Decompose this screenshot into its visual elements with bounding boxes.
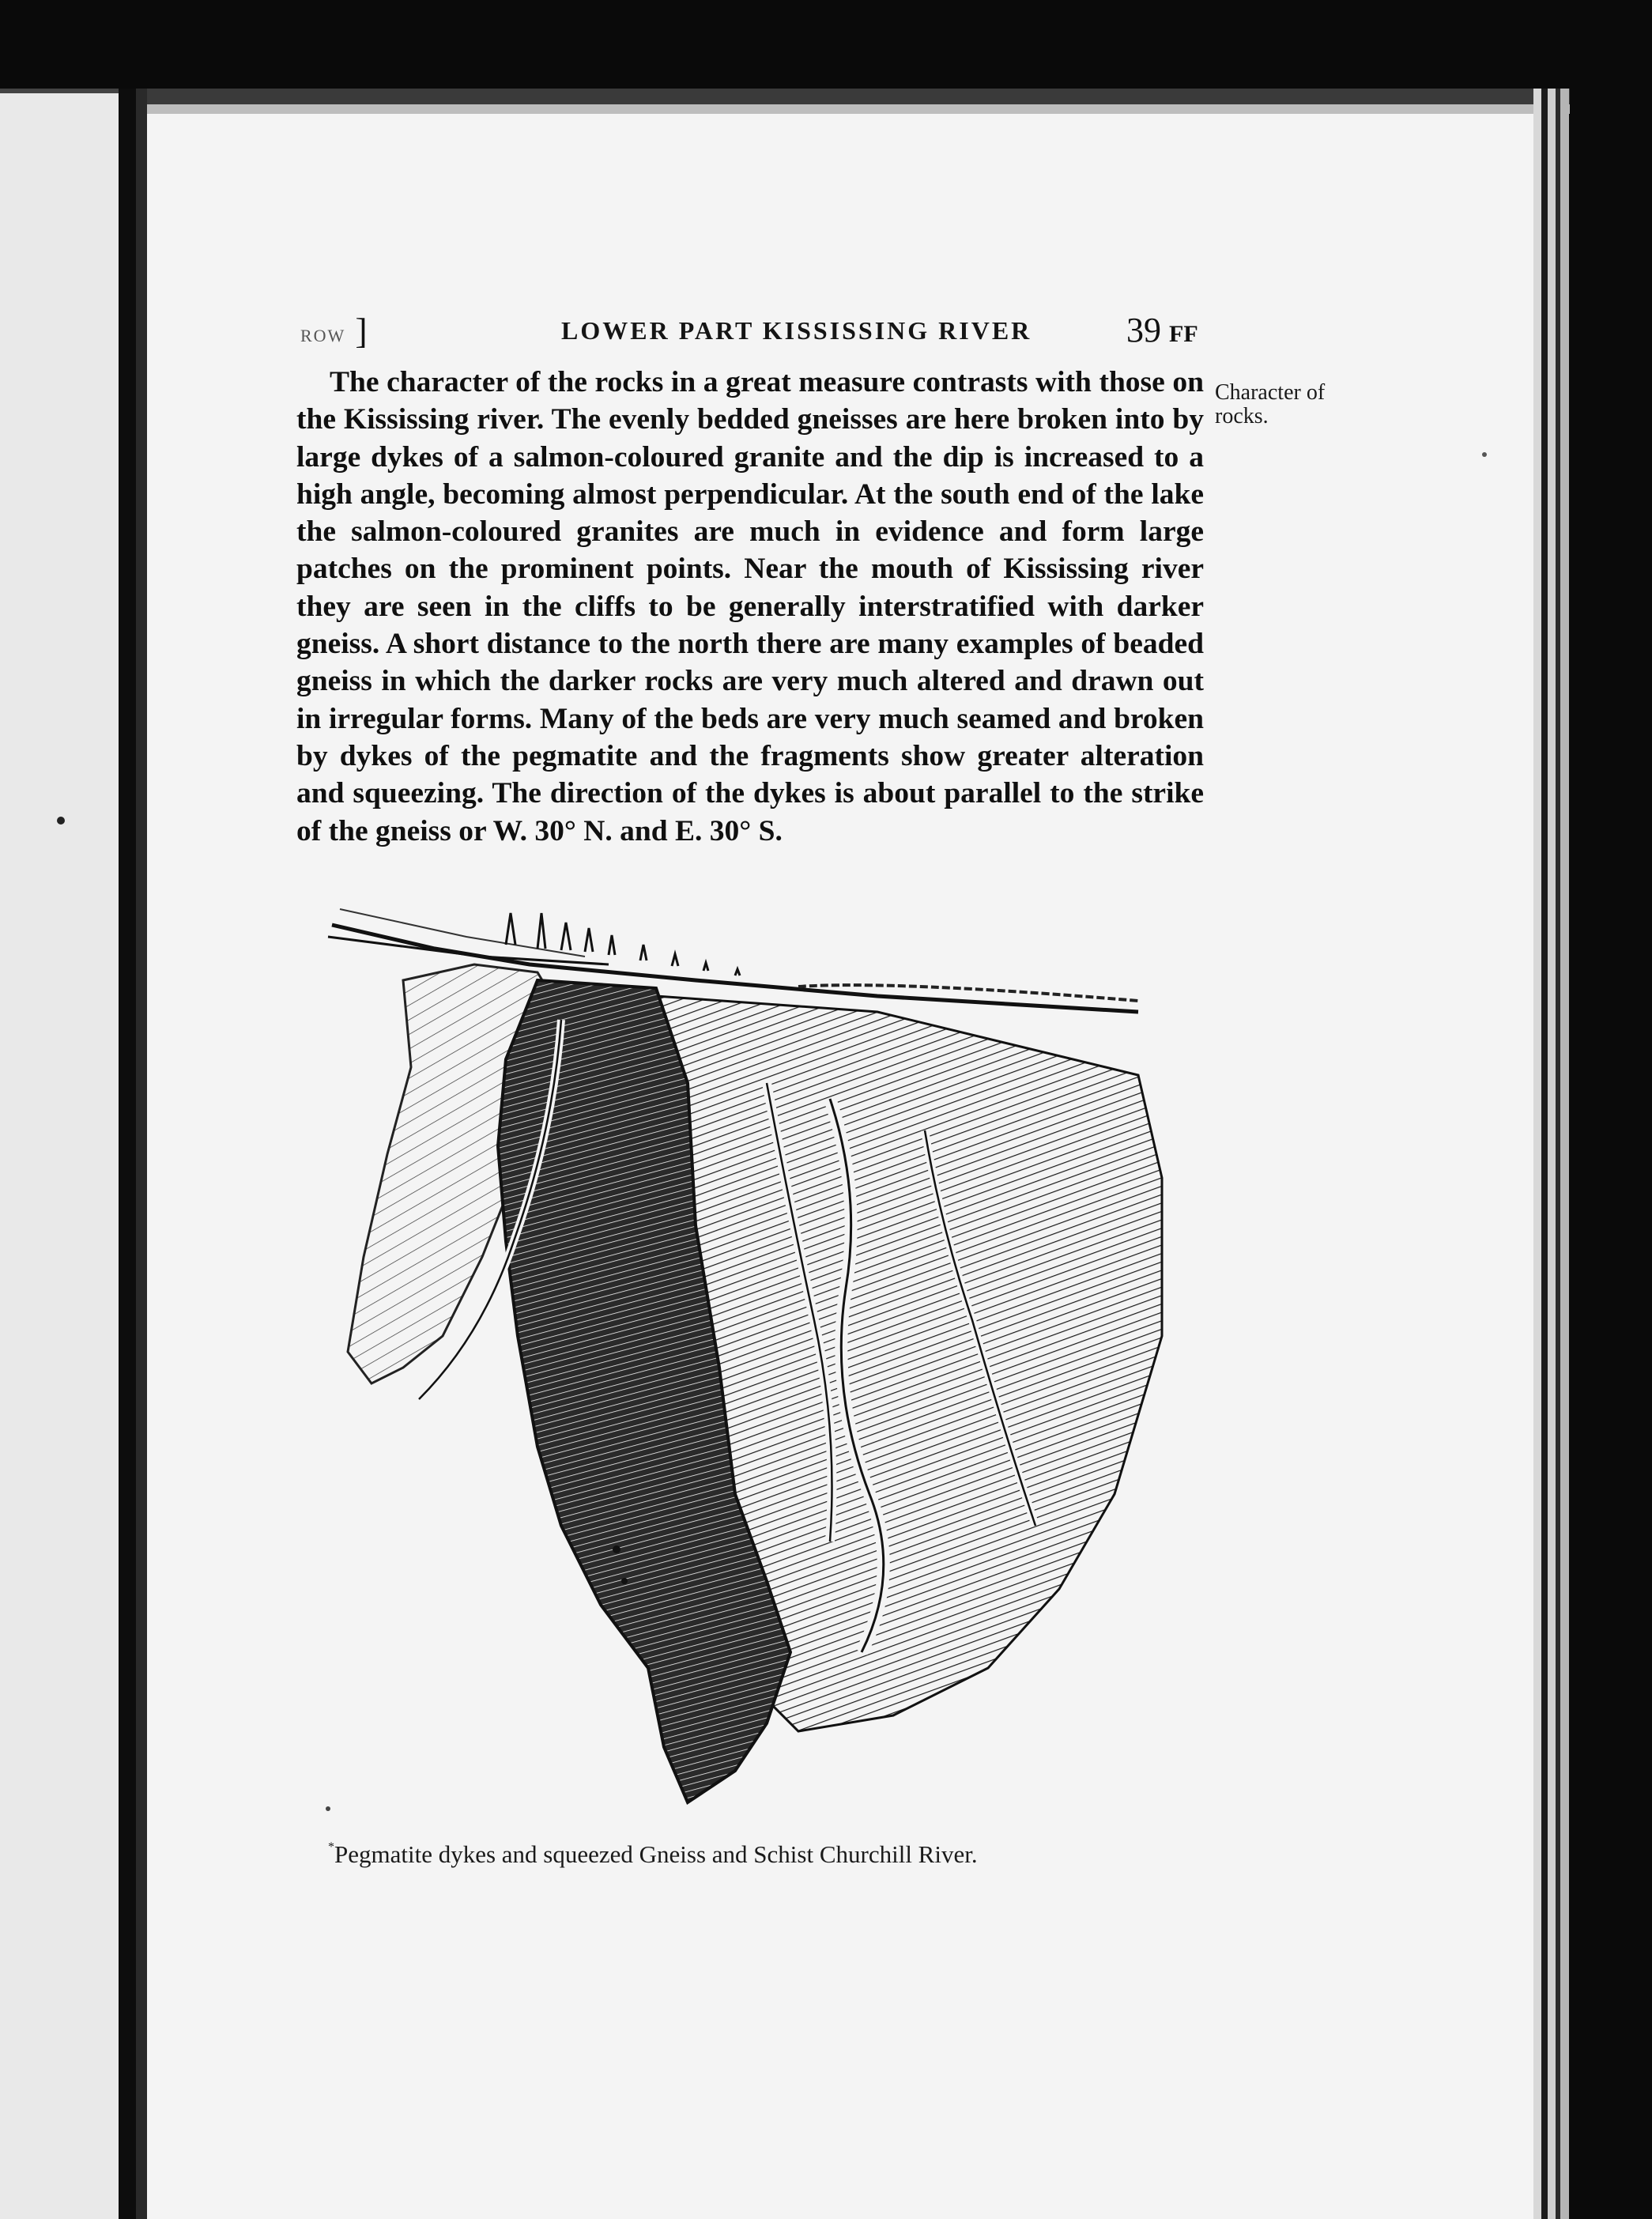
figure-illustration: [324, 893, 1178, 1810]
running-head-title: LOWER PART KISSISSING RIVER: [561, 316, 1032, 345]
margin-note: Character of rocks.: [1215, 380, 1326, 428]
body-paragraph: The character of the rocks in a great measure contrasts with those on the Kississing river. The evenly bedded gneisses are here broken into by large dykes of a salmon-coloured granite and the dip is increased to a high angle, becoming almost perpendicular. At the south end of the lake the salmon-coloured granites are much in evidence and form large patches on the prominent points. Near the mouth of Kississing river they are seen in the cliffs to be generally interstratified with darker gneiss. A short distance to the north there are many examples of beaded gneiss in which the darker rocks are very much altered and drawn out in irregular forms. Many of the beds are very much seamed and broken by dykes of the pegmatite and the fragments show greater alteration and squeezing. The direction of the dykes is about parallel to the strike of the gneiss or W. 30° N. and E. 30° S.: [296, 366, 1204, 847]
figure-caption: *Pegmatite dykes and squeezed Gneiss and Schist Churchill River.: [328, 1840, 978, 1868]
running-head-left-mark: ROW ]: [300, 311, 369, 351]
page-number: 39 FF: [1126, 311, 1198, 349]
running-head: [300, 310, 1201, 349]
